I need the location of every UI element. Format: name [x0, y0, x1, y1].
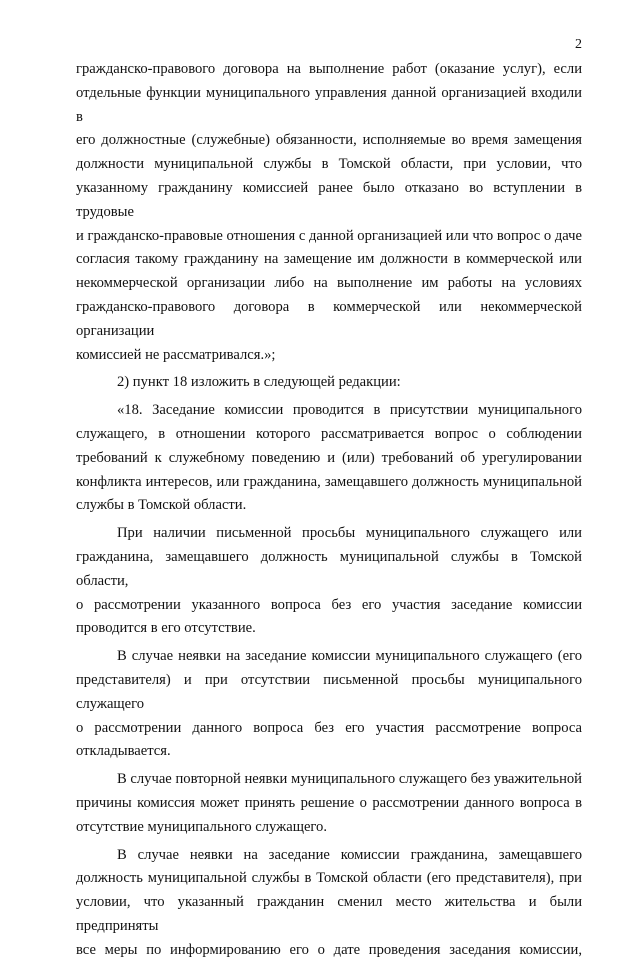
text-line: В случае неявки на заседание комиссии муниципального служащего (его	[117, 648, 582, 665]
text-line: гражданско-правового договора в коммерческой или некоммерческой организации	[76, 298, 582, 339]
text-line: представителя) и при отсутствии письменной просьбы муниципального служащего	[76, 671, 582, 712]
text-line: должности муниципальной службы в Томской области, при условии, что	[76, 156, 582, 173]
text-line: условии, что указанный гражданин сменил место жительства и были предприняты	[76, 894, 582, 934]
text-line: конфликта интересов, или гражданина, замещавшего должность муниципальной	[76, 473, 582, 490]
text-line: гражданина, замещавшего должность муниципальной службы в Томской области,	[76, 548, 582, 589]
text-line: все меры по информированию его о дате проведения заседания комиссии,	[76, 941, 582, 958]
text-line: 2) пункт 18 изложить в следующей редакции:	[117, 374, 401, 391]
text-line: «18. Заседание комиссии проводится в присутствии муниципального	[117, 402, 582, 419]
text-line: указанному гражданину комиссией ранее было отказано во вступлении в трудовые	[76, 179, 582, 220]
page-number: 2	[575, 37, 582, 52]
text-line: комиссией не рассматривался.»;	[76, 346, 276, 363]
text-line: причины комиссия может принять решение о рассмотрении данного вопроса в	[76, 794, 582, 811]
text-line: В случае неявки на заседание комиссии гражданина, замещавшего	[117, 846, 582, 863]
text-line: отсутствие муниципального служащего.	[76, 818, 327, 835]
text-line: и гражданско-правовые отношения с данной организацией или что вопрос о даче	[76, 227, 582, 244]
text-line: В случае повторной неявки муниципального служащего без уважительной	[117, 771, 582, 788]
text-line: службы в Томской области.	[76, 497, 247, 514]
text-line: служащего, в отношении которого рассматривается вопрос о соблюдении	[76, 425, 582, 442]
text-line: согласия такому гражданину на замещение им должности в коммерческой или	[76, 251, 582, 268]
text-line: гражданско-правового договора на выполнение работ (оказание услуг), если	[76, 61, 582, 77]
text-line: требований к служебному поведению и (или) требований об урегулировании	[76, 449, 582, 466]
text-line: о рассмотрении данного вопроса без его участия рассмотрение вопроса	[76, 719, 582, 736]
text-line: некоммерческой организации либо на выполнение им работы на условиях	[76, 275, 582, 292]
text-line: проводится в его отсутствие.	[76, 620, 256, 637]
text-line: отдельные функции муниципального управления данной организацией входили в	[76, 84, 582, 125]
text-line: откладывается.	[76, 743, 171, 760]
text-line: должность муниципальной службы в Томской области (его представителя), при	[76, 870, 582, 887]
text-line: При наличии письменной просьбы муниципального служащего или	[117, 525, 582, 542]
text-line: его должностные (служебные) обязанности, исполняемые во время замещения	[76, 132, 582, 149]
text-line: о рассмотрении указанного вопроса без его участия заседание комиссии	[76, 596, 582, 613]
document-body	[76, 58, 582, 962]
